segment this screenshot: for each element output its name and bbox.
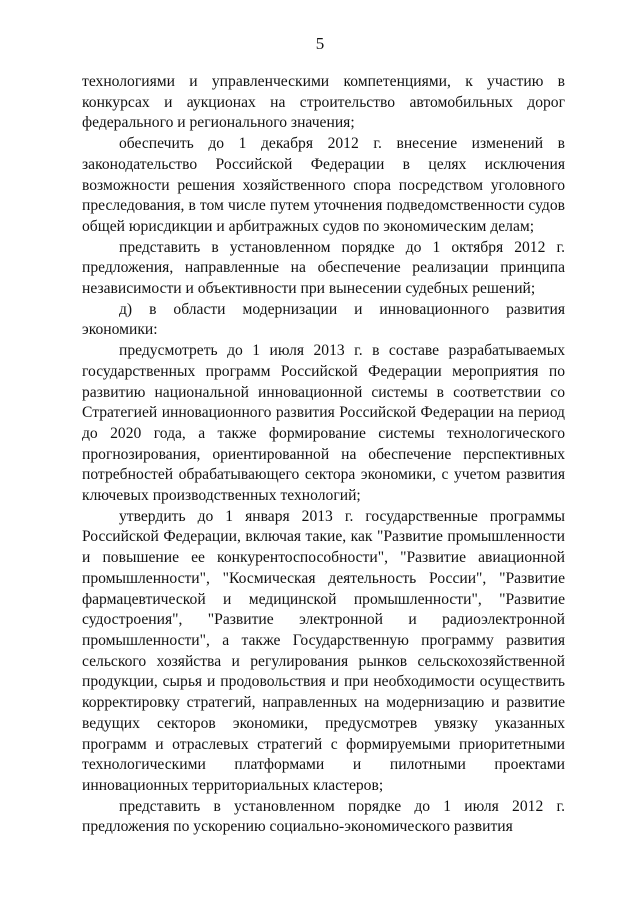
paragraph-section-d-heading: д) в области модернизации и инновационного развития экономики:: [82, 300, 565, 339]
paragraph-judicial-independence: представить в установленном порядке до 1 октября 2012 г. предложения, направленные на обеспечение реализации принципа независимости и объективности при вынесении судебных решений;: [82, 238, 565, 298]
paragraph-socioeconomic-development: представить в установленном порядке до 1 июля 2012 г. предложения по ускорению социально-экономического развития: [82, 797, 565, 836]
page-number: 5: [315, 34, 325, 53]
paragraph-state-programs: утвердить до 1 января 2013 г. государственные программы Российской Федерации, включая такие, как "Развитие промышленности и повышение ее конкурентоспособности", "Развитие авиационной промышленности", "Космическая деятельность России", "Развитие фармацевтической и медицинской промышленности", "Развитие судостроения", "Развитие электронной и радиоэлектронной промышленности", а также Государственную программу развития сельского хозяйства и регулирования рынков сельскохозяйственной продукции, сырья и продовольствия и при необходимости осуществить корректировку стратегий, направленных на модернизацию и развитие ведущих секторов экономики, предусмотрев увязку указанных программ и отраслевых стратегий с формируемыми приоритетными технологическими платформами и пилотными проектами инновационных территориальных кластеров;: [82, 507, 565, 794]
document-body: [82, 72, 565, 838]
paragraph-legislation-amendments: обеспечить до 1 декабря 2012 г. внесение изменений в законодательство Российской Федерации в целях исключения возможности решения хозяйственного спора посредством уголовного преследования, в том числе путем уточнения подведомственности судов общей юрисдикции и арбитражных судов по экономическим делам;: [82, 135, 565, 235]
paragraph-continuation: технологиями и управленческими компетенциями, к участию в конкурсах и аукционах на строительство автомобильных дорог федерального и регионального значения;: [82, 73, 565, 132]
paragraph-innovation-system: предусмотреть до 1 июля 2013 г. в составе разрабатываемых государственных программ Российской Федерации мероприятия по развитию национальной инновационной системы в соответствии со Стратегией инновационного развития Российской Федерации на период до 2020 года, а также формирование системы технологического прогнозирования, ориентированной на обеспечение перспективных потребностей обрабатывающего сектора экономики, с учетом развития ключевых производственных технологий;: [82, 342, 565, 505]
